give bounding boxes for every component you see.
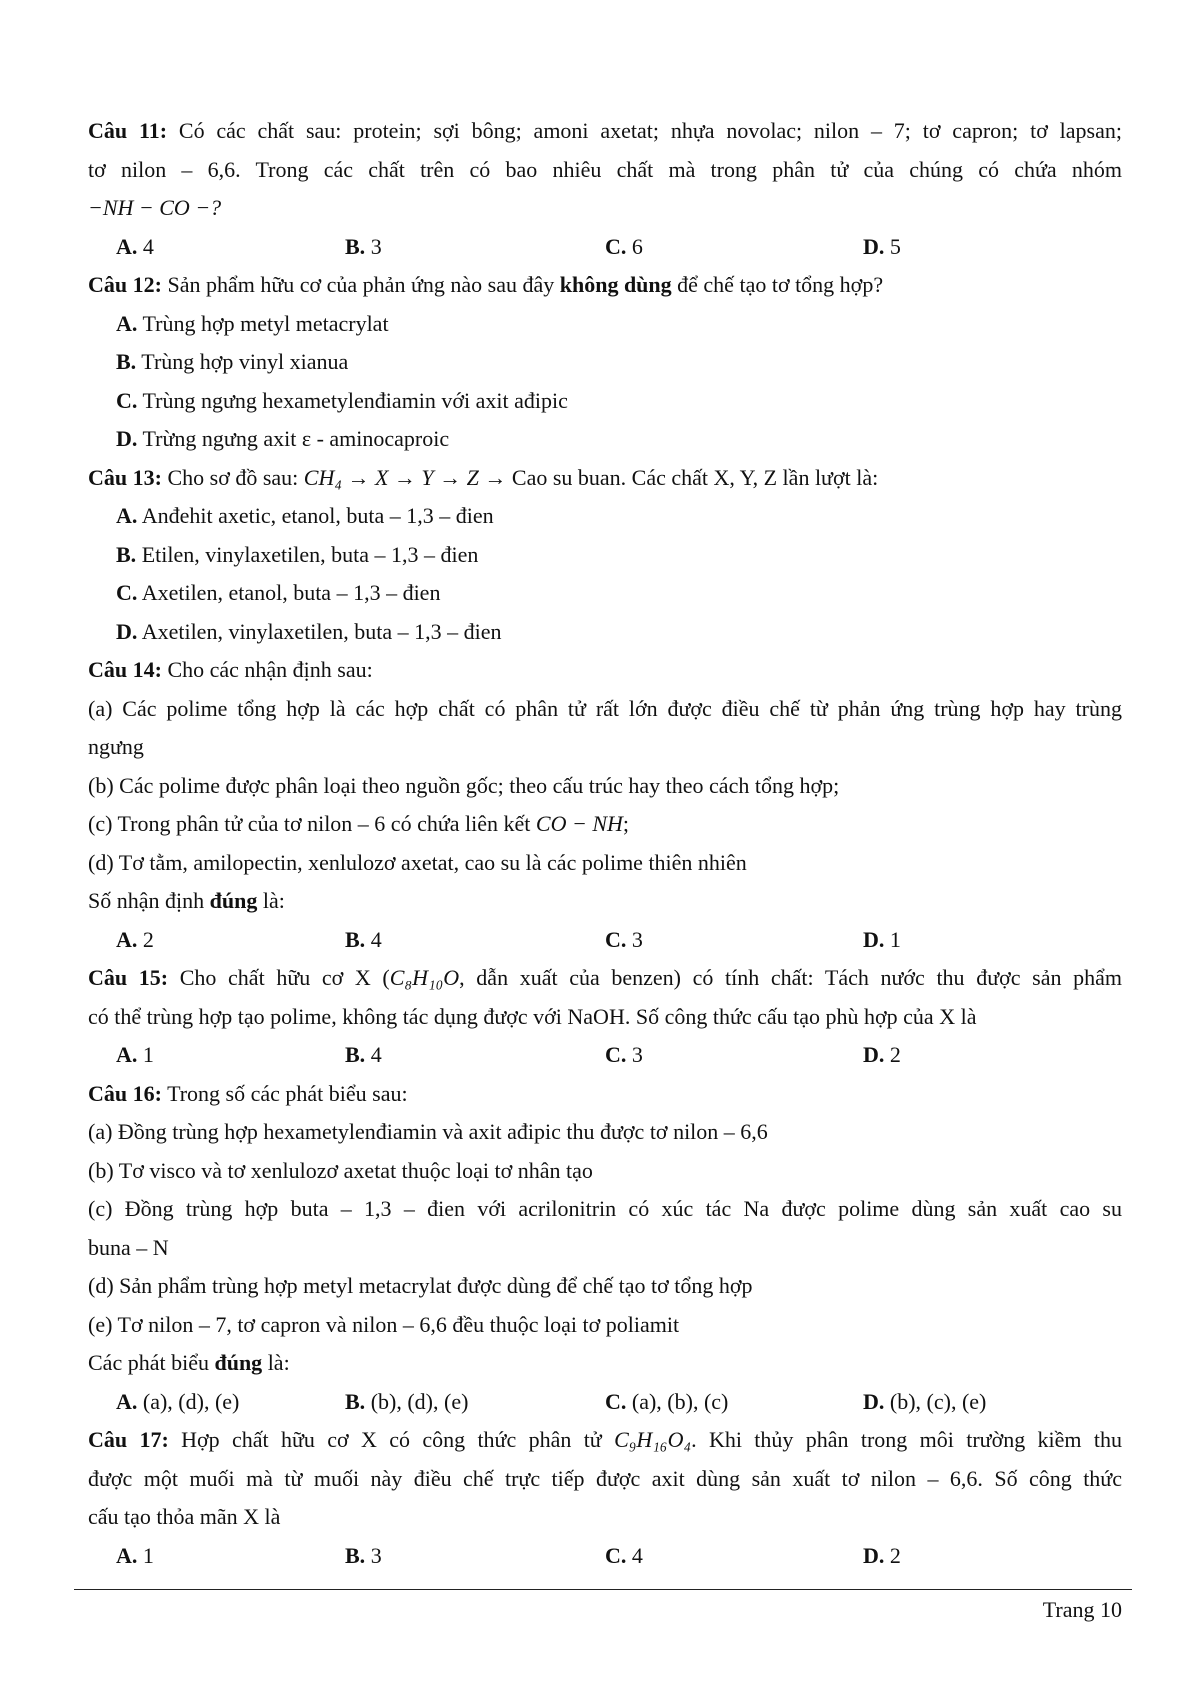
q16-statement-e: (e) Tơ nilon – 7, tơ capron và nilon – 6,6 đều thuộc loại tơ poliamit [88, 1311, 680, 1337]
q12-stem: Câu 12: Sản phẩm hữu cơ của phản ứng nào sau đây không dùng để chế tạo tơ tổng hợp? [88, 272, 884, 297]
q15-line-1: Câu 15: Cho chất hữu cơ X (C₈H₁₀O, dẫn xuất của benzen) có tính chất: Tách nước thu được sản phẩm [88, 965, 1122, 990]
q12-option-d: D. Trừng ngưng axit ε - aminocaproic [116, 426, 450, 451]
q15-line-2: có thể trùng hợp tạo polime, không tác dụng được với NaOH. Số công thức cấu tạo phù hợp của X là [88, 1003, 977, 1029]
q16-stem: Câu 16: Trong số các phát biểu sau: [88, 1080, 408, 1106]
q14-statement-b: (b) Các polime được phân loại theo nguồn gốc; theo cấu trúc hay theo cách tổng hợp; [88, 772, 840, 798]
q16-label: Câu 16: [88, 1080, 162, 1106]
q16-statement-c-1: (c) Đồng trùng hợp buta – 1,3 – đien với acrilonitrin có xúc tác Na được polime dùng sản xuất cao su [88, 1196, 1122, 1221]
q13-scheme: CH₄ → X → Y → Z → [303, 464, 507, 490]
q13-option-a: A. Anđehit axetic, etanol, buta – 1,3 – đien [116, 503, 494, 528]
q15-label: Câu 15: [88, 965, 169, 990]
q14-option-d: D. 1 [863, 926, 901, 952]
q12-option-c: C. Trùng ngưng hexametylenđiamin với axit ađipic [116, 387, 568, 413]
q11-option-a: A. 4 [116, 233, 154, 259]
q17-line-3: cấu tạo thỏa mãn X là [88, 1504, 281, 1529]
q11-line-3 [88, 189, 1122, 228]
q15-option-c: C. 3 [605, 1042, 643, 1067]
q14-option-a: A. 2 [116, 926, 154, 952]
q14-option-c: C. 3 [605, 926, 643, 952]
q17-option-b: B. 3 [345, 1542, 382, 1568]
q17-label: Câu 17: [88, 1427, 169, 1452]
q14-ask: Số nhận định đúng là: [88, 888, 285, 913]
q14-statement-d: (d) Tơ tằm, amilopectin, xenlulozơ axetat, cao su là các polime thiên nhiên [88, 849, 747, 875]
q13-stem: Câu 13: Cho sơ đồ sau: CH₄ → X → Y → Z → Cao su buan. Các chất X, Y, Z lần lượt là: [88, 464, 879, 490]
q16-statement-a: (a) Đồng trùng hợp hexametylenđiamin và axit ađipic thu được tơ nilon – 6,6 [88, 1119, 768, 1144]
q16-statement-c-2: buna – N [88, 1234, 169, 1260]
q13-option-d: D. Axetilen, vinylaxetilen, buta – 1,3 – đien [116, 618, 502, 644]
q11-text-2: tơ nilon – 6,6. Trong các chất trên có bao nhiêu chất mà trong phân tử của chúng có chứa nhóm [88, 156, 1122, 182]
q13-option-c: C. Axetilen, etanol, buta – 1,3 – đien [116, 580, 441, 605]
q14-label: Câu 14: [88, 657, 162, 682]
q11-line-1 [88, 112, 1122, 151]
q16-ask: Các phát biểu đúng là: [88, 1350, 290, 1375]
q17-line-2: được một muối mà từ muối này điều chế trực tiếp được axit dùng sản xuất tơ nilon – 6,6. Số công thức [88, 1465, 1122, 1491]
q14-option-b: B. 4 [345, 926, 382, 952]
q11-line-2 [88, 151, 1122, 190]
q16-options [88, 1383, 1122, 1422]
footer-divider [74, 1589, 1132, 1590]
q11-label: Câu 11: [88, 118, 168, 143]
q15-option-a: A. 1 [116, 1042, 154, 1067]
q11-options [88, 228, 1122, 267]
q11-option-b: B. 3 [345, 233, 382, 259]
q14-options [88, 921, 1122, 960]
q12-label: Câu 12: [88, 272, 162, 297]
q15-option-d: D. 2 [863, 1042, 901, 1067]
q11-option-c: C. 6 [605, 233, 643, 259]
q17-options [88, 1537, 1122, 1576]
q15-option-b: B. 4 [345, 1042, 382, 1067]
q13-option-b: B. Etilen, vinylaxetilen, buta – 1,3 – đien [116, 541, 479, 567]
q15-formula: C₈H₁₀O [389, 965, 460, 990]
q16-option-d: D. (b), (c), (e) [863, 1388, 987, 1414]
q17-option-c: C. 4 [605, 1542, 643, 1568]
q16-statement-d: (d) Sản phẩm trùng hợp metyl metacrylat được dùng để chế tạo tơ tổng hợp [88, 1273, 753, 1298]
q13-label: Câu 13: [88, 464, 162, 490]
q11-option-d: D. 5 [863, 233, 901, 259]
q14-statement-a-2: ngưng [88, 734, 144, 759]
q12-emphasis: không dùng [559, 272, 672, 297]
q14-statement-c: (c) Trong phân tử của tơ nilon – 6 có chứa liên kết CO − NH; [88, 811, 629, 836]
q17-formula: C₉H₁₆O₄ [614, 1427, 692, 1452]
q11-text-1: Có các chất sau: protein; sợi bông; amoni axetat; nhựa novolac; nilon – 7; tơ capron; tơ lapsan; [178, 118, 1122, 143]
q16-option-a: A. (a), (d), (e) [116, 1388, 240, 1414]
q12-option-b: B. Trùng hợp vinyl xianua [116, 349, 349, 374]
q17-option-d: D. 2 [863, 1542, 901, 1568]
q11-formula: −NH − CO −? [88, 195, 222, 220]
q14-bond-formula: CO − NH [535, 811, 623, 836]
q17-option-a: A. 1 [116, 1542, 154, 1568]
q16-statement-b: (b) Tơ visco và tơ xenlulozơ axetat thuộc loại tơ nhân tạo [88, 1157, 593, 1183]
page-number: Trang 10 [1042, 1597, 1122, 1622]
document-page [88, 112, 1122, 1575]
q14-statement-a-1: (a) Các polime tổng hợp là các hợp chất có phân tử rất lớn được điều chế từ phản ứng trùng hợp hay trùng [88, 695, 1122, 721]
q15-options [88, 1036, 1122, 1075]
q17-line-1: Câu 17: Hợp chất hữu cơ X có công thức phân tử C₉H₁₆O₄. Khi thủy phân trong môi trường kiềm thu [88, 1427, 1123, 1452]
q14-stem: Câu 14: Cho các nhận định sau: [88, 657, 373, 682]
q16-option-b: B. (b), (d), (e) [345, 1388, 469, 1414]
q16-option-c: C. (a), (b), (c) [605, 1388, 729, 1414]
q12-option-a: A. Trùng hợp metyl metacrylat [116, 310, 389, 336]
